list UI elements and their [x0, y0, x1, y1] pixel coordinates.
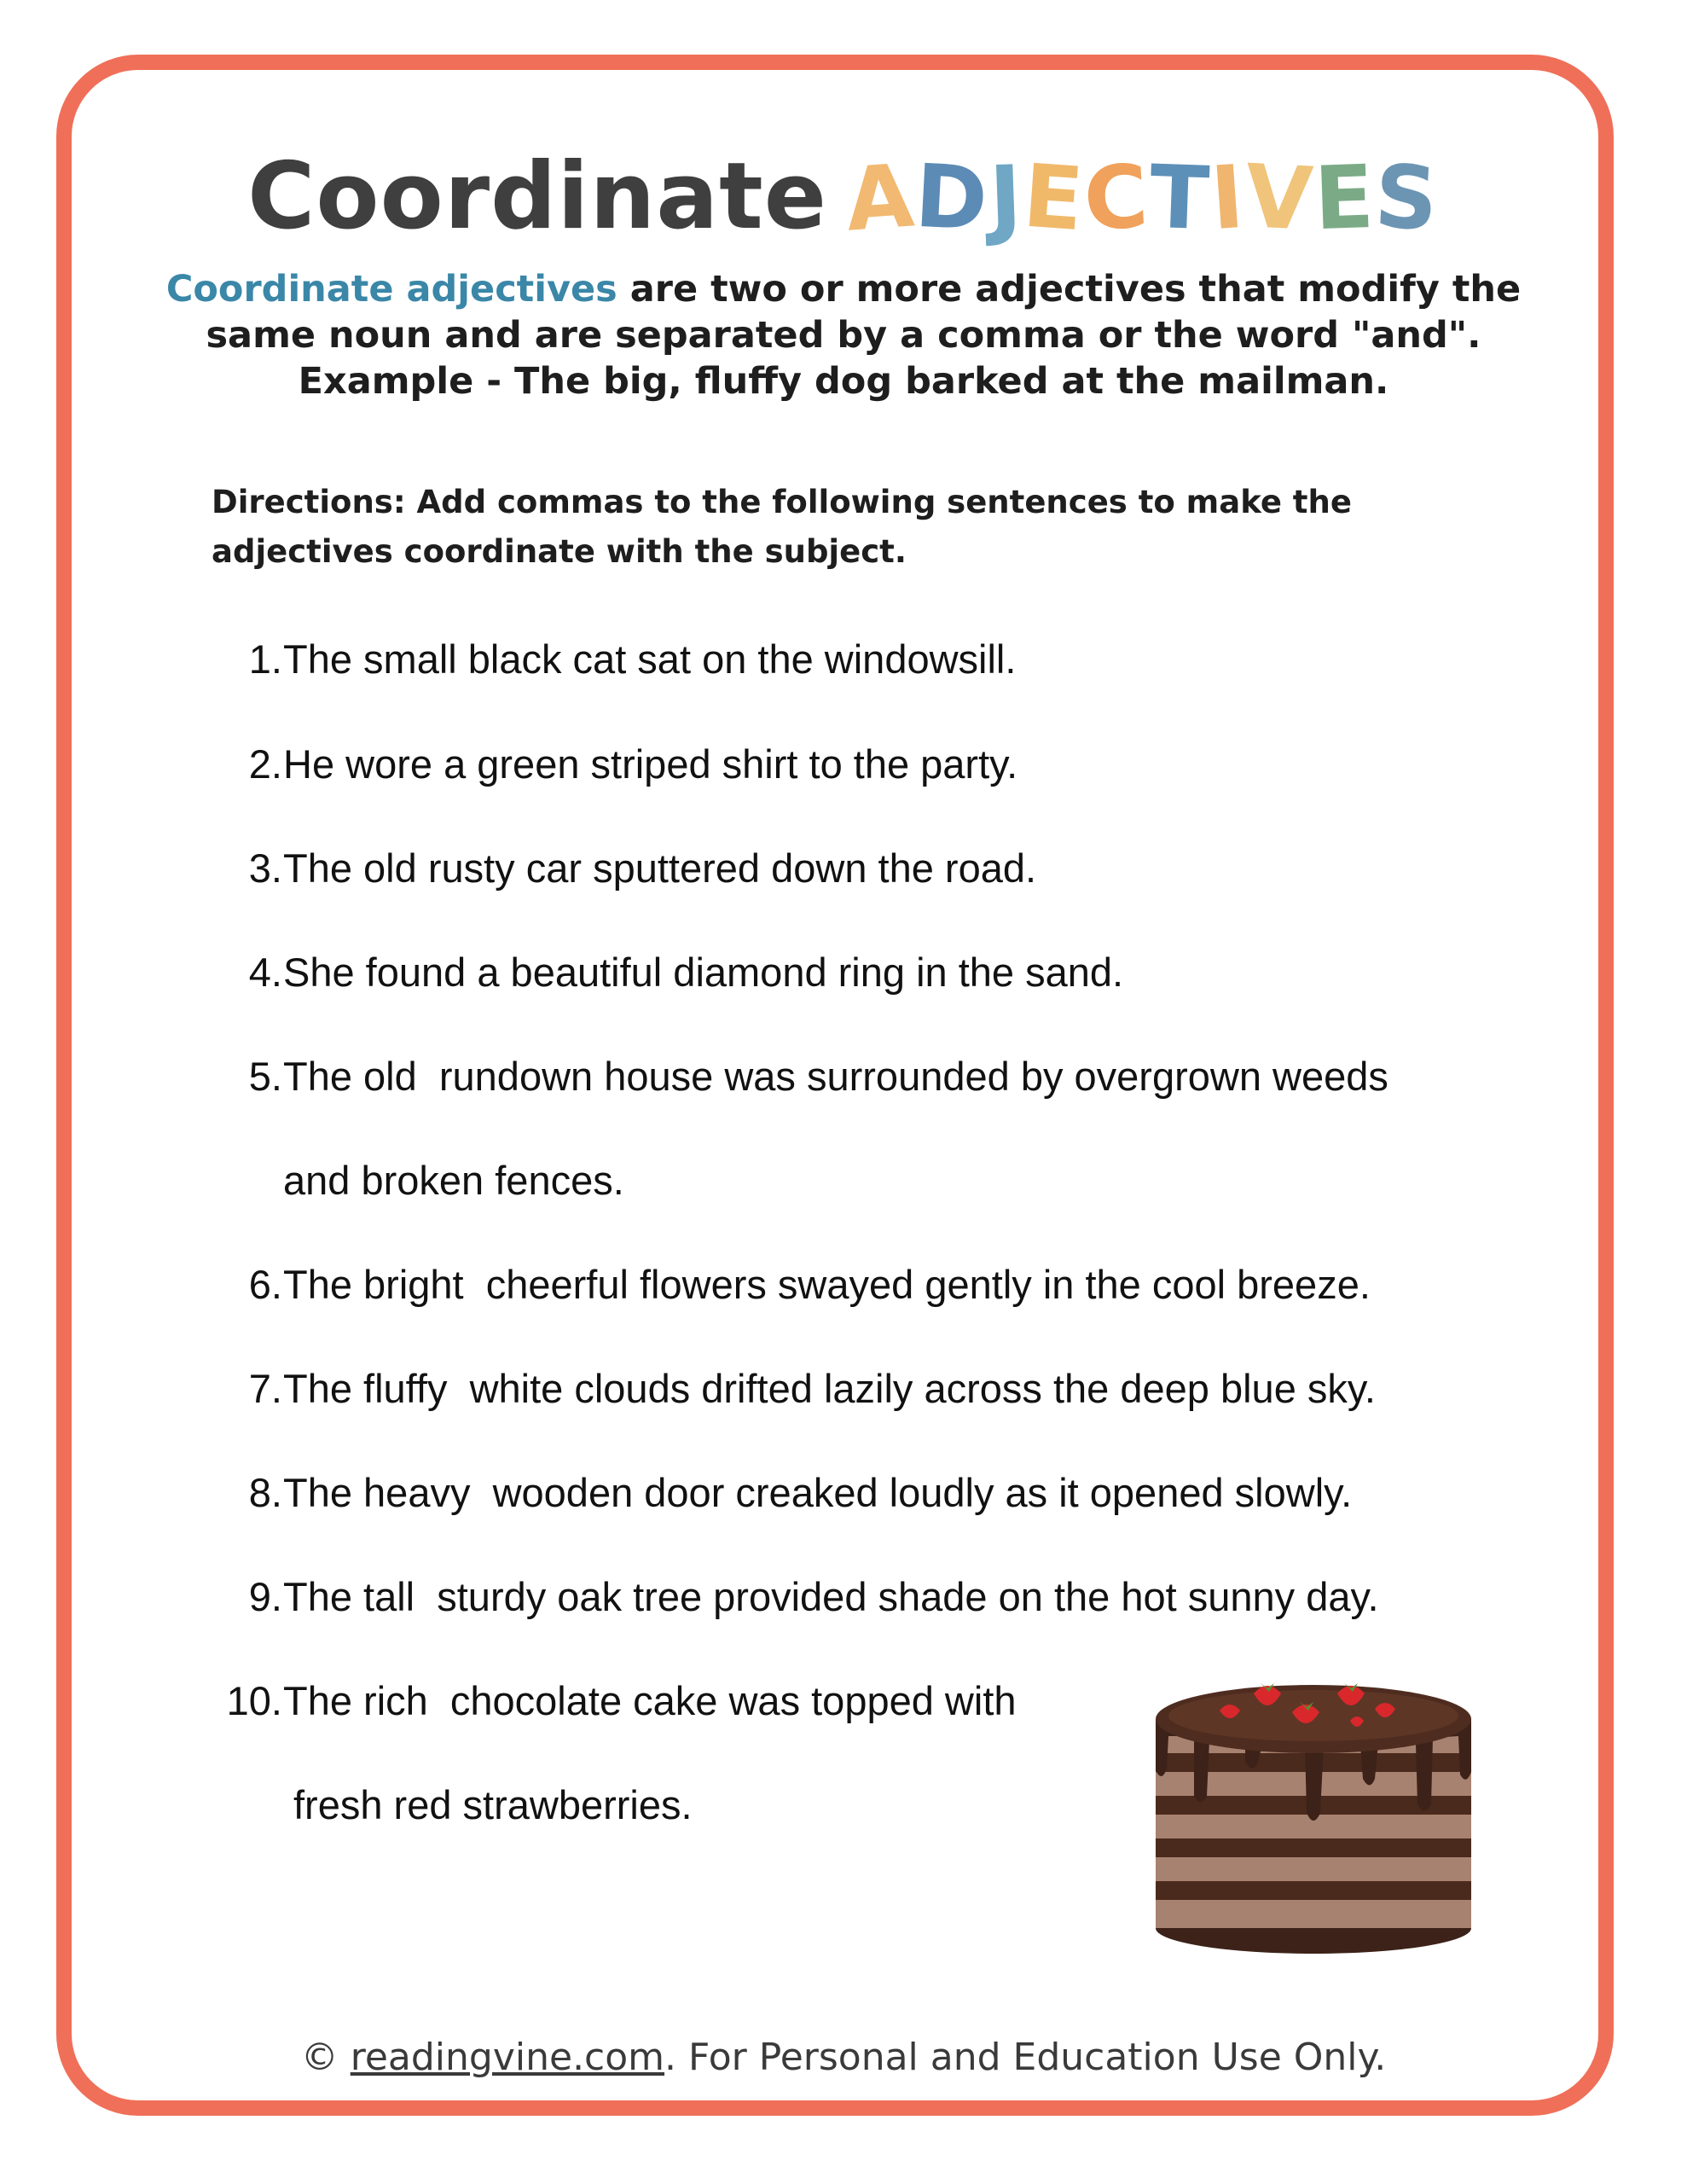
- question-sentence: The heavy wooden door creaked loudly as it opened slowly.: [283, 1470, 1353, 1515]
- title-word-coordinate: Coordinate: [247, 143, 828, 250]
- question-sentence: The old rundown house was surrounded by overgrown weeds: [283, 1054, 1388, 1099]
- definition-line-1: are two or more adjectives that modify the: [617, 268, 1522, 311]
- directions-text: Directions: Add commas to the following sentences to make the adjectives coordinate with the subject.: [212, 484, 1352, 570]
- title-letter: S: [1372, 146, 1442, 251]
- title-word-adjectives: [843, 145, 1442, 252]
- question-number: 10.: [226, 1678, 282, 1723]
- question-number: 9.: [248, 1574, 282, 1619]
- title-letter: C: [1081, 146, 1153, 251]
- definition-term: Coordinate adjectives: [165, 268, 617, 311]
- question-number: 2.: [248, 741, 282, 787]
- question-sentence-continued: and broken fences.: [283, 1158, 624, 1203]
- question-sentence: He wore a green striped shirt to the party.: [283, 741, 1018, 787]
- copyright-symbol: ©: [300, 2036, 339, 2079]
- definition-line-2: same noun and are separated by a comma or the word "and".: [206, 314, 1481, 357]
- question-number: 3.: [248, 845, 282, 891]
- question-number: 1.: [248, 636, 282, 682]
- example-sentence: Example - The big, fluffy dog barked at the mailman.: [298, 360, 1389, 403]
- question-sentence-continued: fresh red strawberries.: [293, 1782, 693, 1827]
- question-number: 5.: [248, 1054, 282, 1099]
- chocolate-cake-illustration: [1143, 1668, 1484, 1958]
- footer-copyright: [0, 2036, 1687, 2079]
- question-number: 4.: [248, 950, 282, 995]
- title-letter: D: [912, 145, 992, 252]
- question-number: 6.: [248, 1262, 282, 1307]
- title-letter: E: [1019, 145, 1088, 252]
- page-title: [0, 143, 1687, 250]
- footer-usage-text: . For Personal and Education Use Only.: [664, 2036, 1387, 2079]
- question-number: 8.: [248, 1470, 282, 1515]
- definition-text: [136, 266, 1551, 404]
- question-sentence: The old rusty car sputtered down the road.: [283, 845, 1037, 891]
- question-sentence: The small black cat sat on the windowsill.: [283, 636, 1017, 682]
- question-sentence: The fluffy white clouds drifted lazily across the deep blue sky.: [283, 1366, 1376, 1411]
- title-letter: V: [1242, 145, 1317, 252]
- title-letter: I: [1207, 146, 1249, 251]
- title-letter: J: [987, 147, 1025, 250]
- question-sentence: She found a beautiful diamond ring in the sand.: [283, 950, 1124, 995]
- question-number: 7.: [248, 1366, 282, 1411]
- readingvine-link[interactable]: readingvine.com: [350, 2036, 665, 2079]
- title-letter: T: [1148, 146, 1213, 251]
- title-letter: A: [843, 145, 919, 252]
- title-letter: E: [1312, 146, 1377, 251]
- question-sentence: The rich chocolate cake was topped with: [283, 1678, 1017, 1723]
- question-sentence: The bright cheerful flowers swayed gently in the cool breeze.: [283, 1262, 1371, 1307]
- question-sentence: The tall sturdy oak tree provided shade on the hot sunny day.: [283, 1574, 1379, 1619]
